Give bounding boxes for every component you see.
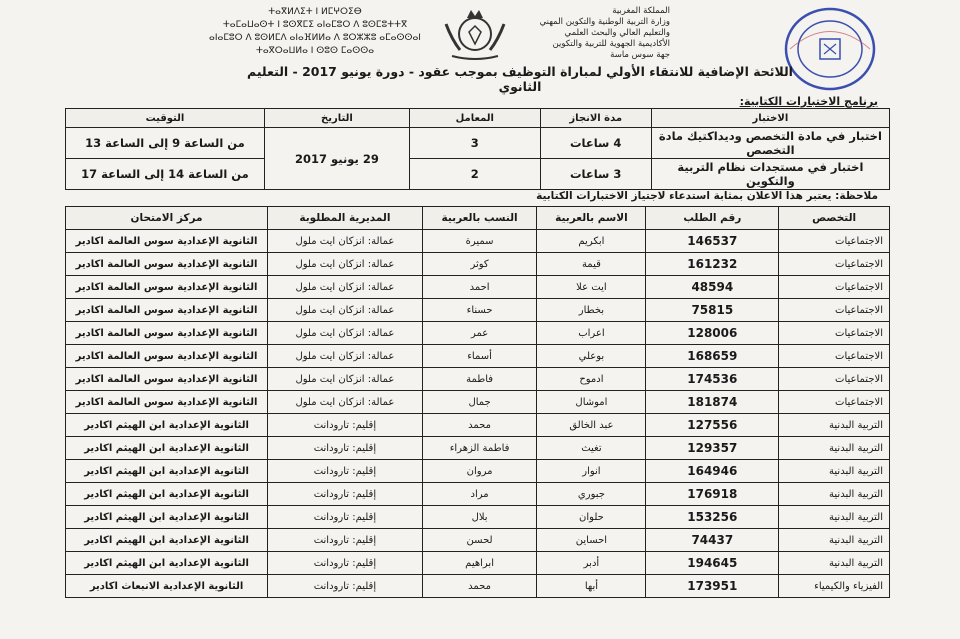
header-arabic-line: جهة سوس ماسة <box>610 50 670 60</box>
last-name-cell: محمد <box>422 575 537 598</box>
table-row <box>66 230 890 253</box>
first-name-cell: جبوري <box>537 483 646 506</box>
exam-center-cell: الثانوية الإعدادية سوس العالمة اكادير <box>66 391 268 414</box>
directorate-cell: عمالة: انزكان ايت ملول <box>268 391 423 414</box>
last-name-cell: محمد <box>422 414 537 437</box>
last-name-cell: مروان <box>422 460 537 483</box>
first-name-cell: تغيث <box>537 437 646 460</box>
exam-center-cell: الثانوية الإعدادية سوس العالمة اكادير <box>66 276 268 299</box>
table-row <box>66 322 890 345</box>
table-row <box>66 391 890 414</box>
application-number-cell: 194645 <box>646 552 779 575</box>
first-name-cell: ايت علا <box>537 276 646 299</box>
specialty-cell: الاجتماعيات <box>779 391 890 414</box>
directorate-cell: عمالة: انزكان ايت ملول <box>268 368 423 391</box>
application-number-cell: 164946 <box>646 460 779 483</box>
first-name-cell: انوار <box>537 460 646 483</box>
specialty-cell: الاجتماعيات <box>779 368 890 391</box>
specialty-cell: الاجتماعيات <box>779 322 890 345</box>
first-name-cell: اموشال <box>537 391 646 414</box>
candidates-header-cell: مركز الامتحان <box>66 207 268 230</box>
exam-time: من الساعة 14 إلى الساعة 17 <box>66 159 265 190</box>
exam-date: 29 يونيو 2017 <box>264 128 409 190</box>
directorate-cell: عمالة: انزكان ايت ملول <box>268 253 423 276</box>
first-name-cell: أبها <box>537 575 646 598</box>
application-number-cell: 75815 <box>646 299 779 322</box>
table-row <box>66 276 890 299</box>
header-arabic-line: الأكاديمية الجهوية للتربية والتكوين <box>552 39 670 49</box>
exam-duration: 3 ساعات <box>540 159 651 190</box>
application-number-cell: 181874 <box>646 391 779 414</box>
exam-center-cell: الثانوية الإعدادية الانبعاث اكادير <box>66 575 268 598</box>
application-number-cell: 48594 <box>646 276 779 299</box>
application-number-cell: 176918 <box>646 483 779 506</box>
exam-center-cell: الثانوية الإعدادية ابن الهيثم اكادير <box>66 414 268 437</box>
candidates-header-cell: التخصص <box>779 207 890 230</box>
header-tifinagh <box>195 6 435 58</box>
specialty-cell: التربية البدنية <box>779 437 890 460</box>
exam-center-cell: الثانوية الإعدادية ابن الهيثم اكادير <box>66 437 268 460</box>
exam-center-cell: الثانوية الإعدادية ابن الهيثم اكادير <box>66 552 268 575</box>
exams-table <box>65 108 890 190</box>
last-name-cell: كوثر <box>422 253 537 276</box>
table-row <box>66 552 890 575</box>
royal-emblem-icon <box>440 4 510 62</box>
last-name-cell: أسماء <box>422 345 537 368</box>
note-text: ملاحظة: يعتبر هذا الاعلان بمثابة استدعاء لاجتياز الاختبارات الكتابية <box>536 190 878 202</box>
page-title: اللائحة الإضافية للانتقاء الأولي لمباراة التوظيف بموجب عقود - دورة يونيو 2017 - التعليم الثانوي <box>247 64 793 94</box>
directorate-cell: إقليم: تارودانت <box>268 460 423 483</box>
exam-name: اختبار في مادة التخصص وديداكتيك مادة التخصص <box>651 128 889 159</box>
directorate-cell: عمالة: انزكان ايت ملول <box>268 345 423 368</box>
specialty-cell: التربية البدنية <box>779 414 890 437</box>
specialty-cell: التربية البدنية <box>779 529 890 552</box>
application-number-cell: 129357 <box>646 437 779 460</box>
section-title: برنامج الاختبارات الكتابية: <box>739 95 878 108</box>
exams-row <box>66 159 890 190</box>
exam-time: من الساعة 9 إلى الساعة 13 <box>66 128 265 159</box>
last-name-cell: مراد <box>422 483 537 506</box>
exams-header-row <box>66 109 890 128</box>
table-row <box>66 437 890 460</box>
candidates-header-cell: المديرية المطلوبة <box>268 207 423 230</box>
candidates-body <box>66 230 890 598</box>
last-name-cell: سميرة <box>422 230 537 253</box>
specialty-cell: التربية البدنية <box>779 506 890 529</box>
specialty-cell: التربية البدنية <box>779 552 890 575</box>
exam-center-cell: الثانوية الإعدادية سوس العالمة اكادير <box>66 299 268 322</box>
last-name-cell: جمال <box>422 391 537 414</box>
exam-center-cell: الثانوية الإعدادية ابن الهيثم اكادير <box>66 460 268 483</box>
candidates-header-row <box>66 207 890 230</box>
table-row <box>66 253 890 276</box>
candidates-header-cell: الاسم بالعربية <box>537 207 646 230</box>
last-name-cell: لحسن <box>422 529 537 552</box>
header-tifinagh-line: ⵜⴰⵎⴰⵡⴰⵙⵜ ⵏ ⵓⵙⴳⵎⵉ ⴰⵏⴰⵎⵓⵔ ⴷ ⵓⵙⵎⵓⵜⵜⴳ <box>222 20 408 30</box>
exams-row <box>66 128 890 159</box>
application-number-cell: 174536 <box>646 368 779 391</box>
table-row <box>66 506 890 529</box>
first-name-cell: حلوان <box>537 506 646 529</box>
exam-center-cell: الثانوية الإعدادية ابن الهيثم اكادير <box>66 506 268 529</box>
application-number-cell: 173951 <box>646 575 779 598</box>
last-name-cell: فاطمة <box>422 368 537 391</box>
table-row <box>66 299 890 322</box>
exam-coefficient: 3 <box>409 128 540 159</box>
first-name-cell: اعراب <box>537 322 646 345</box>
first-name-cell: أدبر <box>537 552 646 575</box>
header-tifinagh-line: ⵜⴰⴳⵍⴷⵉⵜ ⵏ ⵍⵎⵖⵔⵉⴱ <box>268 7 362 17</box>
application-number-cell: 161232 <box>646 253 779 276</box>
exam-name: اختبار في مستجدات نظام التربية والتكوين <box>651 159 889 190</box>
last-name-cell: احمد <box>422 276 537 299</box>
directorate-cell: عمالة: انزكان ايت ملول <box>268 276 423 299</box>
first-name-cell: بوعلي <box>537 345 646 368</box>
last-name-cell: فاطمة الزهراء <box>422 437 537 460</box>
application-number-cell: 128006 <box>646 322 779 345</box>
specialty-cell: الاجتماعيات <box>779 276 890 299</box>
specialty-cell: الاجتماعيات <box>779 299 890 322</box>
directorate-cell: إقليم: تارودانت <box>268 506 423 529</box>
exams-header-cell: التاريخ <box>264 109 409 128</box>
table-row <box>66 460 890 483</box>
last-name-cell: بلال <box>422 506 537 529</box>
directorate-cell: عمالة: انزكان ايت ملول <box>268 299 423 322</box>
directorate-cell: إقليم: تارودانت <box>268 529 423 552</box>
first-name-cell: احساين <box>537 529 646 552</box>
directorate-cell: عمالة: انزكان ايت ملول <box>268 322 423 345</box>
application-number-cell: 153256 <box>646 506 779 529</box>
last-name-cell: ابراهيم <box>422 552 537 575</box>
exams-header-cell: المعامل <box>409 109 540 128</box>
table-row <box>66 368 890 391</box>
application-number-cell: 146537 <box>646 230 779 253</box>
exam-center-cell: الثانوية الإعدادية سوس العالمة اكادير <box>66 253 268 276</box>
candidates-header-cell: النسب بالعربية <box>422 207 537 230</box>
last-name-cell: حسناء <box>422 299 537 322</box>
directorate-cell: عمالة: انزكان ايت ملول <box>268 230 423 253</box>
application-number-cell: 168659 <box>646 345 779 368</box>
table-row <box>66 529 890 552</box>
exam-center-cell: الثانوية الإعدادية ابن الهيثم اكادير <box>66 483 268 506</box>
first-name-cell: عبد الخالق <box>537 414 646 437</box>
last-name-cell: عمر <box>422 322 537 345</box>
header-arabic-line: والتعليم العالي والبحث العلمي <box>564 28 670 38</box>
header-arabic-line: وزارة التربية الوطنية والتكوين المهني <box>539 17 670 27</box>
directorate-cell: إقليم: تارودانت <box>268 414 423 437</box>
directorate-cell: إقليم: تارودانت <box>268 483 423 506</box>
application-number-cell: 127556 <box>646 414 779 437</box>
exams-header-cell: مدة الانجاز <box>540 109 651 128</box>
specialty-cell: الفيزياء والكيمياء <box>779 575 890 598</box>
directorate-cell: إقليم: تارودانت <box>268 575 423 598</box>
exam-center-cell: الثانوية الإعدادية سوس العالمة اكادير <box>66 345 268 368</box>
exam-duration: 4 ساعات <box>540 128 651 159</box>
table-row <box>66 414 890 437</box>
candidates-table <box>65 206 890 598</box>
directorate-cell: إقليم: تارودانت <box>268 552 423 575</box>
exams-header-cell: الاختبار <box>651 109 889 128</box>
specialty-cell: الاجتماعيات <box>779 253 890 276</box>
header-tifinagh-line: ⵜⴰⴳⵔⴰⵡⵍⴰ ⵏ ⵙⵓⵙ ⵎⴰⵙⵙⴰ <box>255 46 375 56</box>
table-row <box>66 345 890 368</box>
exam-center-cell: الثانوية الإعدادية سوس العالمة اكادير <box>66 322 268 345</box>
table-row <box>66 575 890 598</box>
first-name-cell: ادموح <box>537 368 646 391</box>
application-number-cell: 74437 <box>646 529 779 552</box>
header-tifinagh-line: ⴰⵏⴰⵎⵓⵔ ⴷ ⵓⵙⵍⵎⴷ ⴰⵏⴰⴼⵍⵍⴰ ⴷ ⵓⵔⵣⵣⵓ ⴰⵎⴰⵙⵙⴰⵏ <box>209 33 421 43</box>
exam-coefficient: 2 <box>409 159 540 190</box>
first-name-cell: ابكريم <box>537 230 646 253</box>
table-row <box>66 483 890 506</box>
directorate-cell: إقليم: تارودانت <box>268 437 423 460</box>
exam-center-cell: الثانوية الإعدادية سوس العالمة اكادير <box>66 368 268 391</box>
exam-center-cell: الثانوية الإعدادية سوس العالمة اكادير <box>66 230 268 253</box>
specialty-cell: التربية البدنية <box>779 460 890 483</box>
candidates-header-cell: رقم الطلب <box>646 207 779 230</box>
header-arabic <box>520 6 670 61</box>
header-arabic-line: المملكة المغربية <box>612 6 670 16</box>
exam-center-cell: الثانوية الإعدادية ابن الهيثم اكادير <box>66 529 268 552</box>
specialty-cell: الاجتماعيات <box>779 345 890 368</box>
exams-header-cell: التوقيت <box>66 109 265 128</box>
first-name-cell: بخطار <box>537 299 646 322</box>
specialty-cell: التربية البدنية <box>779 483 890 506</box>
specialty-cell: الاجتماعيات <box>779 230 890 253</box>
first-name-cell: قيمة <box>537 253 646 276</box>
